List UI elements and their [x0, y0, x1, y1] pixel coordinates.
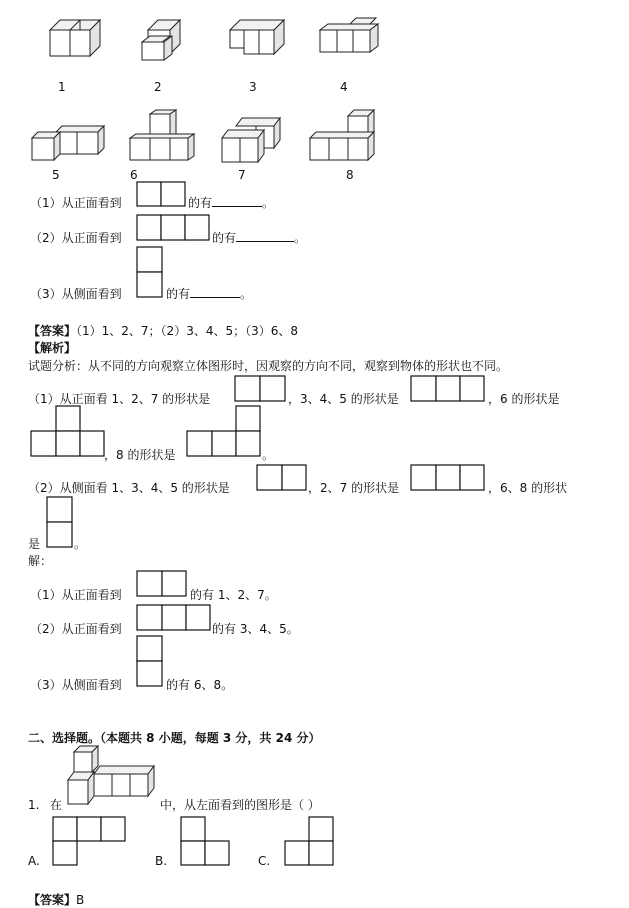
analysis-line-2d: 是 — [28, 537, 41, 551]
answer-label: 【答案】 — [28, 324, 77, 338]
solution-3-shape — [136, 635, 164, 689]
solid-figure-3 — [228, 18, 288, 58]
choice-question-solid — [66, 744, 158, 806]
question-3-suffix: 的有 — [166, 287, 191, 301]
question-1-end: 。 — [262, 196, 275, 210]
solution-2a: （2）从正面看到 — [30, 622, 122, 636]
choice-answer-label: 【答案】 — [28, 893, 77, 907]
choice-question-in: 在 — [50, 798, 63, 812]
analysis-line-1a: （1）从正面看 1、2、7 的形状是 — [28, 392, 211, 406]
question-3-view-shape — [136, 246, 164, 300]
solid-label-3: 3 — [249, 80, 257, 94]
question-2-suffix: 的有 — [212, 231, 237, 245]
option-a-label[interactable]: A. — [28, 854, 40, 868]
solution-label: 解： — [28, 554, 53, 568]
solid-label-1: 1 — [58, 80, 66, 94]
question-1-view-shape — [136, 181, 186, 209]
analysis-line-2c: ，6、8 的形状 — [488, 481, 568, 495]
solution-3b: 的有 6、8。 — [166, 678, 234, 692]
solid-label-4: 4 — [340, 80, 348, 94]
solid-figure-5 — [28, 124, 104, 164]
solution-2b: 的有 3、4、5。 — [212, 622, 299, 636]
option-c-figure[interactable] — [284, 816, 336, 868]
shape-front-figure-6 — [30, 405, 106, 459]
answer-blank-1[interactable] — [212, 194, 262, 207]
choice-question-number: 1. — [28, 798, 40, 812]
solution-2-shape — [136, 604, 212, 632]
solid-label-7: 7 — [238, 168, 246, 182]
analysis-line-1c: ，6 的形状是 — [488, 392, 560, 406]
question-2-tail — [212, 229, 306, 246]
question-1-prefix: （1）从正面看到 — [30, 196, 122, 210]
question-1-tail — [188, 194, 274, 211]
solid-label-5: 5 — [52, 168, 60, 182]
solution-1-shape — [136, 570, 188, 598]
answer-blank-3[interactable] — [190, 285, 240, 298]
analysis-intro: 试题分析：从不同的方向观察立体图形时，因观察的方向不同，观察到物体的形状也不同。 — [28, 359, 509, 373]
analysis-label: 【解析】 — [28, 341, 77, 355]
analysis-line-2a: （2）从侧面看 1、3、4、5 的形状是 — [28, 481, 230, 495]
option-b-figure[interactable] — [180, 816, 232, 868]
solution-1a: （1）从正面看到 — [30, 588, 122, 602]
question-2-end: 。 — [294, 231, 307, 245]
question-2-view-shape — [136, 214, 212, 242]
solid-figure-4 — [318, 16, 384, 56]
option-b-label[interactable]: B. — [155, 854, 168, 868]
shape-side-3-squares — [410, 464, 486, 492]
shape-front-3-squares — [410, 375, 486, 403]
question-3-tail — [166, 285, 252, 302]
solid-label-2: 2 — [154, 80, 162, 94]
choice-question-text: 中，从左面看到的图形是（ ） — [160, 798, 320, 812]
analysis-line-1d: ，8 的形状是 — [104, 448, 176, 462]
shape-front-figure-8 — [186, 405, 262, 459]
answer-blank-2[interactable] — [236, 229, 294, 242]
choice-answer-value: B — [76, 893, 85, 907]
question-3-end: 。 — [240, 287, 253, 301]
solid-figure-8 — [308, 108, 378, 164]
solid-figure-6 — [128, 108, 194, 164]
shape-front-2-squares — [234, 375, 286, 403]
question-2 — [30, 229, 122, 246]
shape-side-2-squares — [256, 464, 308, 492]
shape-side-vertical-2 — [46, 496, 74, 550]
solid-figure-2 — [140, 16, 190, 62]
answer-text: （1）1、2、7；（2）3、4、5；（3）6、8 — [76, 324, 298, 338]
solid-figure-7 — [218, 116, 284, 164]
section-2-title: 二、选择题。（本题共 8 小题，每题 3 分，共 24 分） — [28, 731, 321, 745]
question-1 — [30, 194, 122, 211]
question-3-prefix: （3）从侧面看到 — [30, 287, 122, 301]
question-3 — [30, 285, 122, 302]
solid-label-8: 8 — [346, 168, 354, 182]
solution-3a: （3）从侧面看到 — [30, 678, 122, 692]
analysis-line-2b: ，2、7 的形状是 — [308, 481, 400, 495]
question-2-prefix: （2）从正面看到 — [30, 231, 122, 245]
analysis-line-1e: 。 — [262, 448, 275, 462]
choice-answer-line — [28, 891, 84, 908]
option-c-label[interactable]: C. — [258, 854, 271, 868]
question-1-suffix: 的有 — [188, 196, 213, 210]
solution-1b: 的有 1、2、7。 — [190, 588, 277, 602]
answer-line — [28, 322, 298, 339]
analysis-line-2e: 。 — [74, 537, 87, 551]
solid-figure-1 — [50, 18, 110, 58]
option-a-figure[interactable] — [52, 816, 128, 868]
solid-label-6: 6 — [130, 168, 138, 182]
analysis-line-1b: ，3、4、5 的形状是 — [288, 392, 399, 406]
